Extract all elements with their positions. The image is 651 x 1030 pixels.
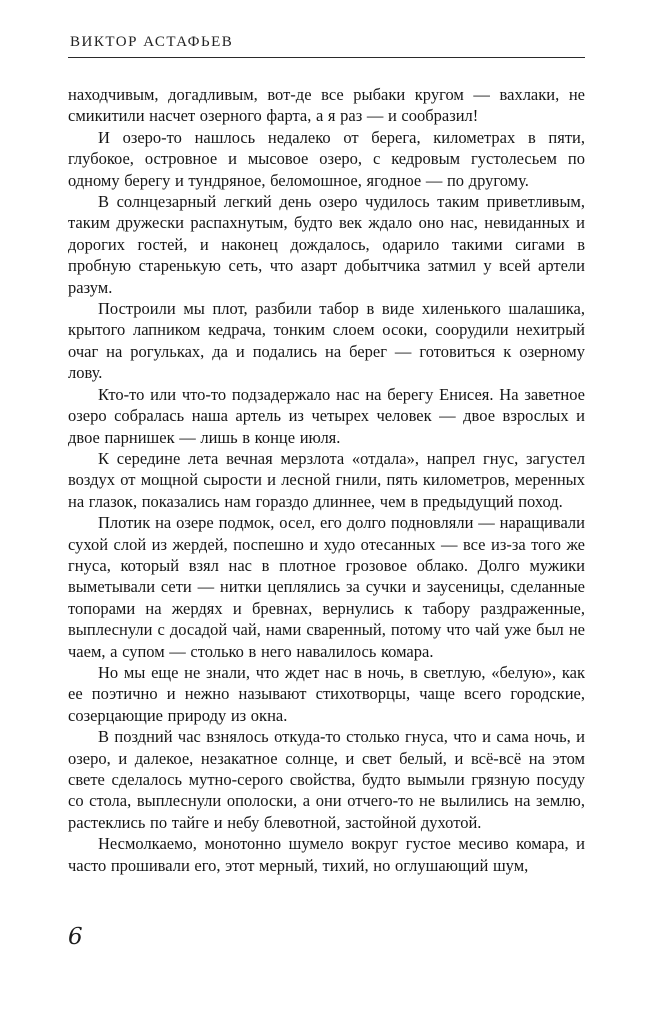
paragraph: И озеро-то нашлось недалеко от берега, километрах в пяти, глубокое, островное и мысовое озеро, с кедровым густолесьем по одному берегу и тундряное, беломошное, ягодное — по другому. <box>68 127 585 190</box>
running-header <box>68 34 585 51</box>
header-rule <box>68 57 585 58</box>
page-body <box>68 84 585 876</box>
paragraph: Несмолкаемо, монотонно шумело вокруг густое месиво комара, и часто прошивали его, этот мерный, тихий, но оглушающий шум, <box>68 834 585 875</box>
paragraph: В поздний час взнялось откуда-то столько гнуса, что и сама ночь, и озеро, и далекое, незакатное солнце, и свет белый, и всё-всё на этом свете сделалось мутно-серого свойства, будто вымыли грязную посуду со стола, выплеснули ополоски, а они отчего-то не вылились на землю, растеклись по тайге и небу блевотной, застойной духотой. <box>68 727 585 832</box>
paragraph: Плотик на озере подмок, осел, его долго подновляли — наращивали сухой слой из жердей, поспешно и худо отесанных — все из-за того же гнуса, который взял нас в плотное грозовое облако. Долго мужики выметывали сети — нитки цеплялись за сучки и заусеницы, сделанные топорами на жердях и бревнах, вернулись к табору раздраженные, выплеснули с досадой чай, нами сваренный, потому что чай уже был не чаем, а супом — столько в него навалилось комара. <box>68 513 585 661</box>
author-name: ВИКТОР АСТАФЬЕВ <box>70 34 234 50</box>
paragraph: находчивым, догадливым, вот-де все рыбаки кругом — вахлаки, не смикитили насчет озерного фарта, а я раз — и сообразил! <box>68 85 585 126</box>
paragraph: Построили мы плот, разбили табор в виде хиленького шалашика, крытого лапником кедрача, тонким слоем осоки, соорудили нехитрый очаг на рогульках, да и подались на берег — готовиться к озерному лову. <box>68 299 585 383</box>
paragraph: К середине лета вечная мерзлота «отдала», напрел гнус, загустел воздух от мощной сырости и лесной гнили, пять километров, меренных на глазок, показались нам гораздо длиннее, чем в предыдущий поход. <box>68 448 585 511</box>
paragraph: Но мы еще не знали, что ждет нас в ночь, в светлую, «белую», как ее поэтично и нежно называют стихотворцы, чаще всего городские, созерцающие природу из окна. <box>68 662 585 725</box>
page-number: 6 <box>68 924 83 950</box>
paragraph: Кто-то или что-то подзадержало нас на берегу Енисея. На заветное озеро собралась наша артель из четырех человек — двое взрослых и двое парнишек — лишь в конце июля. <box>68 384 585 447</box>
paragraph: В солнцезарный легкий день озеро чудилось таким приветливым, таким дружески распахнутым, будто век ждало оно нас, невиданных и дорогих гостей, и наконец дождалось, одарило такими сигами в пробную старенькую сеть, что азарт добытчика затмил у всей артели разум. <box>68 192 585 297</box>
